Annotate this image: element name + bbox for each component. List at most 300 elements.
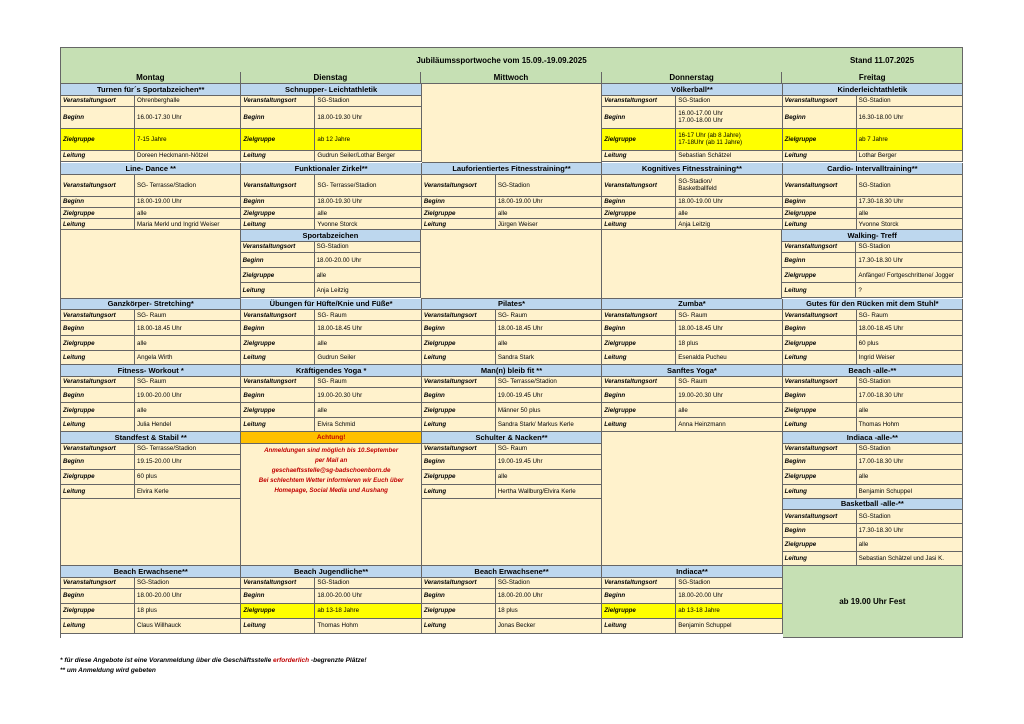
activity-block [422,365,602,432]
day-tuesday: Dienstag [241,72,422,84]
value-beginn: 18.00-20.00 Uhr [137,592,182,600]
day-friday: Freitag [782,72,963,84]
value-ziel-2: 17-18Uhr (ab 11 Jahre) [678,139,743,147]
value-ziel: alle [316,271,327,279]
value-leitung: Hertha Wallburg/Elvira Kerle [497,487,576,495]
detail-row [241,283,422,298]
activity-title: Turnen für´s Sportabzeichen** [61,84,241,96]
value-beginn: 17.00-18.30 Uhr [858,458,904,466]
activity-title: Gutes für den Rücken mit dem Stuhl* [783,299,963,311]
value-beginn: 19.00-19.45 Uhr [497,391,543,399]
detail-row [61,129,241,151]
label-beginn: Beginn [61,455,135,469]
detail-row [783,455,963,470]
value-ziel: ab 12 Jahre [317,135,351,143]
detail-row [61,151,241,162]
schedule-row-3 [60,230,963,298]
label-beginn: Beginn [61,197,135,207]
value-leitung: Doreen Heckmann-Nötzel [137,152,209,160]
detail-row [422,589,602,604]
label-beginn: Beginn [422,589,496,603]
detail-row [783,418,963,432]
detail-row [783,96,963,107]
value-beginn: 18.00-20.00 Uhr [316,256,362,264]
footnote-2: ** um Anmeldung wird gebeten [60,667,156,674]
label-ort: Veranstaltungsort [783,310,857,320]
day-monday: Montag [60,72,241,84]
value-beginn: 18.00-19.00 Uhr [137,198,182,206]
label-beginn: Beginn [602,589,676,603]
detail-row [241,336,421,351]
label-beginn: Beginn [602,388,676,402]
label-leitung: Leitung [422,619,496,633]
value-ziel: alle [678,209,688,217]
value-leitung: Gudrun Seiler/Lothar Berger [317,152,396,160]
detail-row [783,552,963,566]
empty-slot [422,84,602,163]
detail-row [61,377,241,388]
label-leitung: Leitung [783,552,857,565]
detail-row [783,310,963,321]
activity-block [422,163,602,230]
detail-row [422,197,602,208]
detail-row [61,455,241,470]
label-leitung: Leitung [783,418,857,431]
label-leitung: Leitung [783,485,857,498]
detail-row [602,151,782,162]
detail-row [241,197,421,208]
detail-row [241,388,421,403]
label-ort: Veranstaltungsort [602,377,676,387]
label-ort: Veranstaltungsort [782,242,856,252]
detail-row [783,377,963,388]
value-leitung: Julia Hendel [137,421,172,429]
activity-title: Ganzkörper- Stretching* [61,299,241,311]
activity-block [602,84,782,163]
label-beginn: Beginn [422,455,496,469]
activity-block [241,84,421,163]
activity-block [422,299,602,366]
schedule-row-6 [60,432,963,566]
value-ort: SG- Terrasse/Stadion [497,378,557,386]
value-ziel: alle [137,406,147,414]
detail-row [241,403,421,418]
activity-block [783,163,963,230]
detail-row [241,321,421,336]
detail-row [602,388,782,403]
label-leitung: Leitung [241,418,315,431]
value-leitung: Jonas Becker [497,622,536,630]
label-leitung: Leitung [782,283,856,297]
detail-row [422,485,602,499]
label-leitung: Leitung [783,151,857,161]
activity-block [60,365,241,432]
label-beginn: Beginn [602,107,676,128]
label-ort: Veranstaltungsort [241,175,315,196]
value-ort: SG- Terrasse/Stadion [137,181,197,189]
detail-row [422,388,602,403]
value-beginn: 18.00-20.00 Uhr [678,592,723,600]
detail-row [241,107,421,129]
label-beginn: Beginn [783,524,857,537]
empty-slot [602,230,783,298]
detail-row [602,321,782,336]
fest-cell: ab 19.00 Uhr Fest [783,566,963,638]
label-ziel: Zielgruppe [61,470,135,484]
label-beginn: Beginn [241,107,315,128]
label-leitung: Leitung [61,418,135,431]
activity-title: Kräftigendes Yoga * [241,365,421,377]
detail-row [602,208,782,219]
activity-title: Kinderleichtathletik [783,84,963,96]
label-ort: Veranstaltungsort [61,444,135,454]
label-ziel: Zielgruppe [602,129,676,150]
detail-row [241,219,421,230]
activity-block [60,432,241,566]
label-leitung: Leitung [61,151,135,161]
label-ziel: Zielgruppe [241,403,315,417]
value-beginn: 18.00-20.00 Uhr [497,592,543,600]
detail-row [422,619,602,634]
activity-title: Basketball -alle-** [783,499,963,511]
detail-row [602,197,782,208]
detail-row [602,589,782,604]
activity-block [422,566,602,638]
activity-block [783,84,963,163]
empty-slot [602,432,782,566]
label-ort: Veranstaltungsort [241,377,315,387]
label-beginn: Beginn [241,388,315,402]
label-ort: Veranstaltungsort [783,444,857,454]
activity-block [602,299,782,366]
value-ort: SG- Raum [497,445,528,453]
value-beginn: 16.30-18.00 Uhr [858,113,904,121]
label-ort: Veranstaltungsort [241,578,315,588]
activity-block [241,299,421,366]
value-leitung: Lothar Berger [858,152,897,160]
detail-row [61,418,241,432]
detail-row [422,208,602,219]
value-ort-1: SG-Stadion/ [678,178,712,186]
label-beginn: Beginn [61,589,135,603]
value-beginn: 18.00-18.45 Uhr [317,324,363,332]
value-ziel: 60 plus [858,339,879,347]
title-row [60,47,963,72]
detail-row [241,151,421,162]
value-beginn: 19.00-20.30 Uhr [317,391,363,399]
label-ort: Veranstaltungsort [241,310,315,320]
empty-slot [60,230,241,298]
notice-line: Homepage, Social Media und Aushang [274,486,388,494]
label-beginn: Beginn [422,197,496,207]
value-beginn-2: 17.00-18.00 Uhr [678,117,723,125]
value-beginn: 16.00-17.30 Uhr [137,113,182,121]
label-ort: Veranstaltungsort [61,310,135,320]
value-ziel: 60 plus [137,473,157,481]
value-ort: SG- Raum [858,311,888,319]
label-beginn: Beginn [61,321,135,335]
label-beginn: Beginn [783,321,857,335]
detail-row [782,253,963,268]
value-leitung: Thomas Hohm [858,421,900,429]
detail-row [602,403,782,418]
label-leitung: Leitung [602,619,676,633]
activity-title: Man(n) bleib fit ** [422,365,602,377]
activity-block [241,365,421,432]
detail-row [602,107,782,129]
activity-title: Lauforientiertes Fitnesstraining** [422,163,602,175]
label-beginn: Beginn [782,253,856,267]
detail-row [783,538,963,552]
schedule-row-5 [60,365,963,432]
value-ziel: ab 13-18 Jahre [678,607,720,615]
detail-row [783,336,963,351]
label-leitung: Leitung [783,351,857,364]
value-ziel: 18 plus [137,607,157,615]
value-ort: SG- Raum [497,311,528,319]
value-leitung: Jürgen Weiser [497,220,538,228]
activity-block [602,163,782,230]
schedule-row-2 [60,163,963,230]
activity-block [783,432,963,566]
detail-row [783,510,963,524]
label-leitung: Leitung [241,283,315,297]
activity-block [241,163,421,230]
value-beginn: 19.00-20.30 Uhr [678,391,723,399]
day-wednesday: Mittwoch [421,72,602,84]
day-thursday: Donnerstag [602,72,783,84]
value-ort: SG-Stadion [317,97,350,105]
detail-row [422,455,602,470]
activity-title: Indiaca -alle-** [783,432,963,444]
label-beginn: Beginn [241,253,315,267]
value-ziel: alle [497,209,508,217]
label-beginn: Beginn [241,197,315,207]
value-leitung: Anja Leitzig [316,286,349,294]
label-beginn: Beginn [602,197,676,207]
notice-line: Anmeldungen sind möglich bis 10.September [264,446,399,454]
value-leitung: Elvira Schmid [317,421,356,429]
footnote-1-emphasis: erforderlich [273,657,310,664]
label-leitung: Leitung [241,151,315,161]
activity-title: Beach Jugendliche** [241,566,421,578]
value-leitung: Sandra Stark/ Markus Kerle [497,421,574,429]
detail-row [422,604,602,619]
value-ort: Ohrenberghalle [137,97,180,105]
label-leitung: Leitung [422,485,496,498]
label-ort: Veranstaltungsort [783,510,857,523]
label-leitung: Leitung [422,418,496,431]
activity-title: Pilates* [422,299,602,311]
value-ort: SG- Raum [678,378,708,386]
detail-row [783,129,963,151]
value-beginn: 18.00-19.00 Uhr [678,198,723,206]
detail-row [602,619,782,634]
activity-title: Line- Dance ** [61,163,241,175]
label-ziel: Zielgruppe [61,336,135,350]
value-ziel: alle [137,209,147,217]
detail-row [422,321,602,336]
label-ziel: Zielgruppe [422,403,496,417]
detail-row [602,310,782,321]
label-beginn: Beginn [422,388,496,402]
detail-row [422,444,602,455]
label-leitung: Leitung [61,351,135,364]
activity-block [60,163,241,230]
activity-title: Cardio- Intervalltraining** [783,163,963,175]
detail-row [783,351,963,365]
detail-row [782,268,963,283]
label-ziel: Zielgruppe [783,336,857,350]
detail-row [241,377,421,388]
value-leitung: ? [858,286,862,294]
activity-block [783,365,963,432]
value-ziel: 18 plus [497,607,518,615]
detail-row [602,336,782,351]
label-ziel: Zielgruppe [783,538,857,551]
detail-row [783,470,963,485]
activity-title: Indiaca** [602,566,782,578]
value-beginn: 17.30-18.30 Uhr [858,256,904,264]
detail-row [422,578,602,589]
detail-row [241,208,421,219]
detail-row [422,377,602,388]
value-ziel: ab 13-18 Jahre [317,607,360,615]
activity-title: Beach Erwachsene** [422,566,602,578]
detail-row [602,377,782,388]
notice-block [241,432,421,566]
label-ort: Veranstaltungsort [602,578,676,588]
value-beginn: 18.00-18.45 Uhr [858,324,904,332]
activity-title: Sanftes Yoga* [602,365,782,377]
activity-block [60,566,241,638]
value-beginn: 18.00-18.45 Uhr [497,324,543,332]
value-ort: SG-Stadion [678,97,711,105]
value-leitung: Yvonne Storck [858,220,899,228]
activity-block [241,230,422,298]
activity-title: Kognitives Fitnesstraining** [602,163,782,175]
label-leitung: Leitung [61,485,135,498]
label-ziel: Zielgruppe [241,268,315,282]
detail-row [602,219,782,230]
value-ziel: ab 7 Jahre [858,135,888,143]
schedule-row-1 [60,84,963,163]
label-ziel: Zielgruppe [783,470,857,484]
activity-title: Funktionaler Zirkel** [241,163,421,175]
label-ort: Veranstaltungsort [61,175,135,196]
detail-row [61,208,241,219]
label-ziel: Zielgruppe [783,403,857,417]
detail-row [602,96,782,107]
label-ziel: Zielgruppe [602,336,676,350]
value-ziel: alle [858,209,869,217]
value-beginn-1: 16.00-17.00 Uhr [678,110,723,118]
label-beginn: Beginn [783,107,857,128]
activity-title: Standfest & Stabil ** [61,432,241,444]
label-ziel: Zielgruppe [783,208,857,218]
activity-block [782,230,963,298]
value-ort: SG-Stadion [678,579,711,587]
activity-title: Beach -alle-** [783,365,963,377]
label-ort: Veranstaltungsort [61,377,135,387]
detail-row [241,589,421,604]
detail-row [782,283,963,298]
detail-row [241,268,422,283]
page-title: Jubiläumssportwoche vom 15.09.-19.09.2025 [416,55,587,65]
value-beginn: 17.00-18.30 Uhr [858,391,904,399]
value-ort: SG-Stadion [858,378,891,386]
value-ziel: alle [497,473,508,481]
label-ort: Veranstaltungsort [783,96,857,106]
value-beginn: 17.30-18.30 Uhr [858,198,904,206]
detail-row [422,219,602,230]
footnote-1 [60,656,367,666]
detail-row [61,310,241,321]
value-leitung: Sebastian Schätzel und Jasi K. [858,555,944,563]
detail-row [61,107,241,129]
detail-row [602,175,782,197]
detail-row [783,208,963,219]
value-leitung: Elvira Kerle [137,487,169,495]
detail-row [61,351,241,365]
detail-row [61,485,241,499]
label-leitung: Leitung [422,219,496,229]
value-beginn: 18.00-18.45 Uhr [678,324,723,332]
label-ziel: Zielgruppe [602,208,676,218]
label-ziel: Zielgruppe [422,470,496,484]
detail-row [602,129,782,151]
label-ort: Veranstaltungsort [422,175,496,196]
notice-body [241,444,421,567]
label-ziel: Zielgruppe [61,403,135,417]
detail-row [241,96,421,107]
label-ort: Veranstaltungsort [422,578,496,588]
value-beginn: 18.00-19.30 Uhr [317,113,363,121]
value-ziel: Anfänger/ Fortgeschrittene/ Jogger [858,271,954,279]
value-ort: SG- Raum [317,311,347,319]
label-beginn: Beginn [61,388,135,402]
detail-row [783,403,963,418]
detail-row [602,604,782,619]
activity-block [602,365,782,432]
activity-title: Beach Erwachsene** [61,566,241,578]
detail-row [61,619,241,634]
empty-slot [421,230,602,298]
value-beginn: 18.00-20.00 Uhr [317,592,363,600]
detail-row [422,418,602,432]
label-ziel: Zielgruppe [422,208,496,218]
value-beginn: 19.15-20.00 Uhr [137,458,182,466]
activity-block [783,299,963,366]
activity-block [241,566,421,638]
label-ort: Veranstaltungsort [241,242,315,252]
value-ziel: Männer 50 plus [497,406,541,414]
value-ziel: alle [317,406,328,414]
value-leitung: Anja Leitzig [678,220,711,228]
label-ziel: Zielgruppe [61,129,135,150]
label-ziel: Zielgruppe [783,129,857,150]
label-ziel: Zielgruppe [782,268,856,282]
label-ort: Veranstaltungsort [783,377,857,387]
detail-row [61,589,241,604]
detail-row [422,351,602,365]
activity-title: Zumba* [602,299,782,311]
value-ort: SG-Stadion [858,243,891,251]
value-ort: SG-Stadion [497,579,530,587]
notice-title: Achtung! [241,432,421,444]
detail-row [61,444,241,455]
value-ziel: alle [858,541,869,549]
